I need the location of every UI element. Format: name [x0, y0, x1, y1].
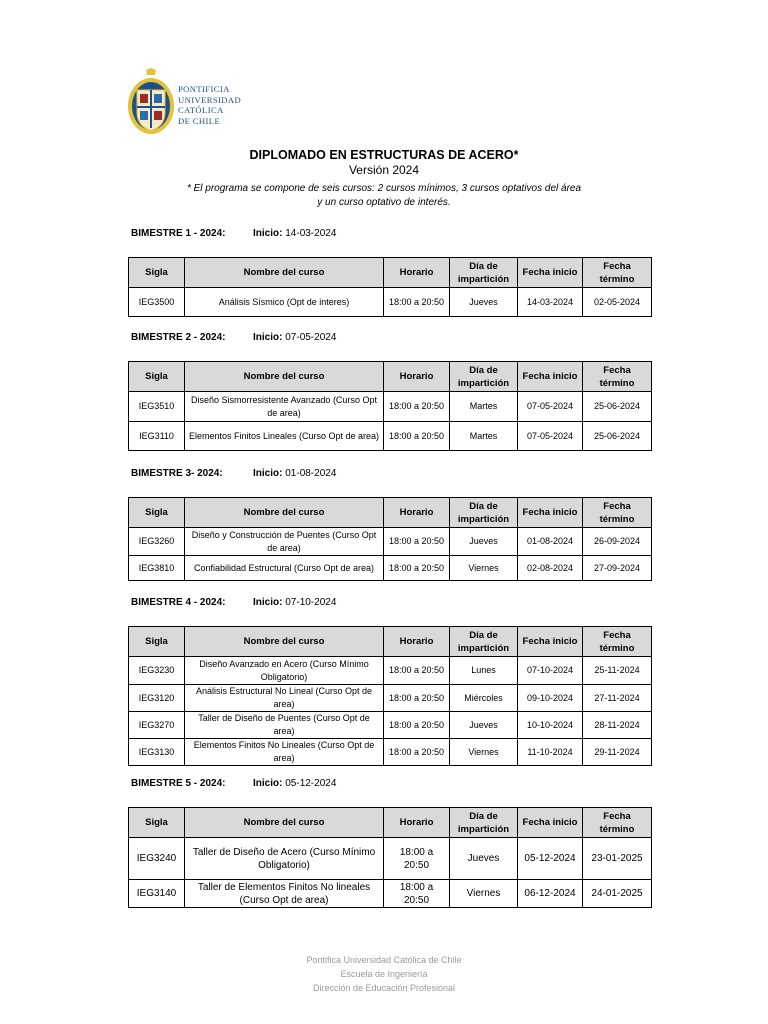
table-row — [129, 657, 652, 685]
cell-horario: 18:00 a 20:50 — [384, 739, 450, 766]
table-header-row — [129, 258, 652, 288]
header-horario: Horario — [384, 808, 450, 838]
cell-dia: Lunes — [450, 657, 518, 685]
header-nombre: Nombre del curso — [185, 627, 384, 657]
cell-termino: 25-11-2024 — [583, 657, 652, 685]
table-row — [129, 288, 652, 317]
bimester-label — [131, 228, 337, 239]
bimester-title: BIMESTRE 4 - 2024: — [131, 597, 226, 608]
page-title: DIPLOMADO EN ESTRUCTURAS DE ACERO* — [249, 148, 519, 162]
cell-inicio: 11-10-2024 — [518, 739, 583, 766]
bimester-label — [131, 597, 337, 608]
header-dia: Día de impartición — [450, 258, 518, 288]
header-horario: Horario — [384, 627, 450, 657]
footer-school: Escuela de Ingeniería — [340, 969, 428, 979]
course-table — [128, 361, 652, 451]
table-row — [129, 739, 652, 766]
header-nombre: Nombre del curso — [185, 362, 384, 392]
table-row — [129, 838, 652, 880]
table-row — [129, 422, 652, 451]
cell-termino: 25-06-2024 — [583, 422, 652, 451]
header-termino: Fecha término — [583, 627, 652, 657]
header-inicio: Fecha inicio — [518, 498, 583, 528]
program-note: * El programa se compone de seis cursos: 2 cursos mínimos, 3 cursos optativos del área y un curso optativo de interés. — [186, 183, 582, 208]
cell-termino: 26-09-2024 — [583, 528, 652, 556]
cell-dia: Jueves — [450, 288, 518, 317]
cell-termino: 27-09-2024 — [583, 556, 652, 581]
cell-inicio: 14-03-2024 — [518, 288, 583, 317]
table-header-row — [129, 627, 652, 657]
bimester-label — [131, 468, 337, 479]
cell-sigla: IEG3500 — [129, 288, 185, 317]
course-table — [128, 807, 652, 908]
cell-termino: 29-11-2024 — [583, 739, 652, 766]
header-horario: Horario — [384, 498, 450, 528]
cell-horario: 18:00 a 20:50 — [384, 838, 450, 880]
cell-dia: Jueves — [450, 528, 518, 556]
cell-sigla: IEG3260 — [129, 528, 185, 556]
start-date: 05-12-2024 — [285, 778, 337, 789]
bimester-label — [131, 778, 337, 789]
footer-department: Dirección de Educación Profesional — [312, 983, 456, 993]
table-header-row — [129, 808, 652, 838]
start-label: Inicio: — [253, 228, 283, 239]
table-row — [129, 556, 652, 581]
logo-line: PONTIFICIA — [178, 84, 230, 94]
bimester-start — [253, 468, 336, 479]
cell-termino: 28-11-2024 — [583, 712, 652, 739]
cell-horario: 18:00 a 20:50 — [384, 880, 450, 908]
table-row — [129, 685, 652, 712]
cell-horario: 18:00 a 20:50 — [384, 685, 450, 712]
cell-termino: 25-06-2024 — [583, 392, 652, 422]
cell-inicio: 07-10-2024 — [518, 657, 583, 685]
cell-sigla: IEG3130 — [129, 739, 185, 766]
version-label: Versión 2024 — [348, 163, 420, 177]
logo-wordmark — [178, 84, 241, 126]
cell-dia: Jueves — [450, 712, 518, 739]
header-horario: Horario — [384, 362, 450, 392]
cell-nombre: Diseño Avanzado en Acero (Curso Mínimo Obligatorio) — [185, 657, 384, 685]
cell-sigla: IEG3230 — [129, 657, 185, 685]
university-logo — [126, 68, 241, 136]
bimester-start — [253, 332, 336, 343]
cell-nombre: Taller de Diseño de Puentes (Curso Opt de area) — [185, 712, 384, 739]
start-label: Inicio: — [253, 468, 283, 479]
header-sigla: Sigla — [129, 258, 185, 288]
cell-termino: 23-01-2025 — [583, 838, 652, 880]
cell-termino: 02-05-2024 — [583, 288, 652, 317]
header-sigla: Sigla — [129, 498, 185, 528]
header-inicio: Fecha inicio — [518, 258, 583, 288]
cell-inicio: 10-10-2024 — [518, 712, 583, 739]
cell-horario: 18:00 a 20:50 — [384, 556, 450, 581]
footer — [0, 953, 768, 995]
start-date: 07-05-2024 — [285, 332, 337, 343]
cell-nombre: Confiabilidad Estructural (Curso Opt de area) — [185, 556, 384, 581]
cell-horario: 18:00 a 20:50 — [384, 528, 450, 556]
header-inicio: Fecha inicio — [518, 808, 583, 838]
start-date: 01-08-2024 — [285, 468, 337, 479]
cell-nombre: Taller de Elementos Finitos No lineales (Curso Opt de area) — [185, 880, 384, 908]
header-inicio: Fecha inicio — [518, 627, 583, 657]
bimester-start — [253, 778, 336, 789]
header-termino: Fecha término — [583, 362, 652, 392]
cell-horario: 18:00 a 20:50 — [384, 392, 450, 422]
logo-line: CATÓLICA — [178, 105, 224, 116]
cell-inicio: 01-08-2024 — [518, 528, 583, 556]
cell-dia: Martes — [450, 392, 518, 422]
header-dia: Día de impartición — [450, 627, 518, 657]
header-inicio: Fecha inicio — [518, 362, 583, 392]
table-header-row — [129, 498, 652, 528]
header-termino: Fecha término — [583, 498, 652, 528]
header-sigla: Sigla — [129, 362, 185, 392]
header-nombre: Nombre del curso — [185, 808, 384, 838]
start-label: Inicio: — [253, 597, 283, 608]
header-nombre: Nombre del curso — [185, 258, 384, 288]
cell-sigla: IEG3120 — [129, 685, 185, 712]
header-horario: Horario — [384, 258, 450, 288]
header-dia: Día de impartición — [450, 498, 518, 528]
cell-horario: 18:00 a 20:50 — [384, 712, 450, 739]
cell-nombre: Elementos Finitos No Lineales (Curso Opt de area) — [185, 739, 384, 766]
start-date: 14-03-2024 — [285, 228, 337, 239]
cell-dia: Martes — [450, 422, 518, 451]
header-dia: Día de impartición — [450, 362, 518, 392]
table-header-row — [129, 362, 652, 392]
cell-horario: 18:00 a 20:50 — [384, 657, 450, 685]
cell-inicio: 02-08-2024 — [518, 556, 583, 581]
course-table — [128, 626, 652, 766]
cell-termino: 24-01-2025 — [583, 880, 652, 908]
cell-sigla: IEG3140 — [129, 880, 185, 908]
cell-horario: 18:00 a 20:50 — [384, 422, 450, 451]
logo-line: UNIVERSIDAD — [178, 94, 242, 105]
cell-nombre: Análisis Estructural No Lineal (Curso Opt de area) — [185, 685, 384, 712]
logo-line: DE CHILE — [178, 115, 221, 126]
cell-sigla: IEG3270 — [129, 712, 185, 739]
cell-horario: 18:00 a 20:50 — [384, 288, 450, 317]
header-termino: Fecha término — [583, 808, 652, 838]
cell-inicio: 05-12-2024 — [518, 838, 583, 880]
cell-nombre: Diseño Sismorresistente Avanzado (Curso Opt de area) — [185, 392, 384, 422]
cell-dia: Viernes — [450, 880, 518, 908]
table-row — [129, 528, 652, 556]
cell-dia: Viernes — [450, 556, 518, 581]
table-row — [129, 392, 652, 422]
cell-inicio: 09-10-2024 — [518, 685, 583, 712]
header-termino: Fecha término — [583, 258, 652, 288]
start-date: 07-10-2024 — [285, 597, 337, 608]
table-row — [129, 880, 652, 908]
cell-sigla: IEG3510 — [129, 392, 185, 422]
bimester-start — [253, 597, 336, 608]
cell-nombre: Análisis Sísmico (Opt de interes) — [185, 288, 384, 317]
bimester-title: BIMESTRE 1 - 2024: — [131, 228, 226, 239]
cell-inicio: 07-05-2024 — [518, 422, 583, 451]
cell-dia: Jueves — [450, 838, 518, 880]
start-label: Inicio: — [253, 778, 283, 789]
bimester-title: BIMESTRE 2 - 2024: — [131, 332, 226, 343]
bimester-title: BIMESTRE 5 - 2024: — [131, 778, 226, 789]
cell-sigla: IEG3110 — [129, 422, 185, 451]
bimester-title: BIMESTRE 3- 2024: — [131, 468, 223, 479]
course-table — [128, 497, 652, 581]
header-sigla: Sigla — [129, 808, 185, 838]
cell-nombre: Diseño y Construcción de Puentes (Curso Opt de area) — [185, 528, 384, 556]
course-table — [128, 257, 652, 317]
cell-sigla: IEG3240 — [129, 838, 185, 880]
header-nombre: Nombre del curso — [185, 498, 384, 528]
cell-sigla: IEG3810 — [129, 556, 185, 581]
header-sigla: Sigla — [129, 627, 185, 657]
table-row — [129, 712, 652, 739]
cell-dia: Miércoles — [450, 685, 518, 712]
cell-inicio: 06-12-2024 — [518, 880, 583, 908]
cell-nombre: Taller de Diseño de Acero (Curso Mínimo Obligatorio) — [185, 838, 384, 880]
start-label: Inicio: — [253, 332, 283, 343]
cell-termino: 27-11-2024 — [583, 685, 652, 712]
bimester-start — [253, 228, 336, 239]
crest-icon — [126, 68, 176, 136]
cell-inicio: 07-05-2024 — [518, 392, 583, 422]
cell-dia: Viernes — [450, 739, 518, 766]
footer-university: Pontifica Universidad Católica de Chile — [306, 955, 462, 965]
cell-nombre: Elementos Finitos Lineales (Curso Opt de area) — [185, 422, 384, 451]
header-dia: Día de impartición — [450, 808, 518, 838]
bimester-label — [131, 332, 337, 343]
